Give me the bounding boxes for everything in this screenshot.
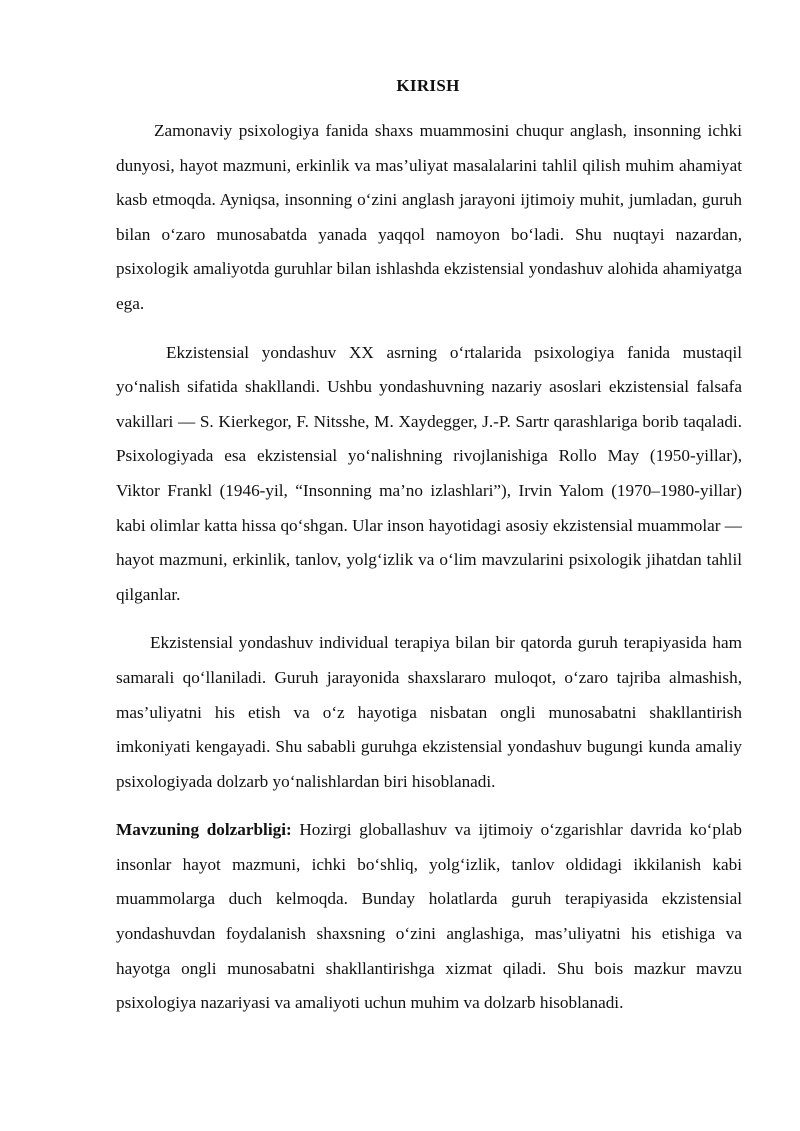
- paragraph-group-therapy: Ekzistensial yondashuv individual terapiya bilan bir qatorda guruh terapiyasida ham samarali qo‘llaniladi. Guruh jarayonida shaxslararo muloqot, o‘zaro tajriba almashish, mas’uliyatni his etish va o‘z hayotiga nisbatan ongli munosabatni shakllantirish imkoniyati kengayadi. Shu sababli guruhga ekzistensial yondashuv bugungi kunda amaliy psixologiyada dolzarb yo‘nalishlardan biri hisoblanadi.: [116, 633, 742, 791]
- paragraph-history: Ekzistensial yondashuv XX asrning o‘rtalarida psixologiya fanida mustaqil yo‘nalish sifatida shakllandi. Ushbu yondashuvning nazariy asoslari ekzistensial falsafa vakillari — S. Kierkegor, F. Nitsshe, M. Xaydegger, J.-P. Sartr qarashlariga borib taqaladi. Psixologiyada esa ekzistensial yo‘nalishning rivojlanishiga Rollo May (1950-yillar), Viktor Frankl (1946-yil, “Insonning ma’no izlashlari”), Irvin Yalom (1970–1980-yillar) kabi olimlar katta hissa qo‘shgan. Ular inson hayotidagi asosiy ekzistensial muammolar — hayot mazmuni, erkinlik, tanlov, yolg‘izlik va o‘lim mavzularini psixologik jihatdan tahlil qilganlar.: [116, 342, 742, 604]
- paragraph-introduction: Zamonaviy psixologiya fanida shaxs muammosini chuqur anglash, insonning ichki dunyosi, hayot mazmuni, erkinlik va mas’uliyat masalalarini tahlil qilish muhim ahamiyat kasb etmoqda. Ayniqsa, insonning o‘zini anglash jarayoni ijtimoiy muhit, jumladan, guruh bilan o‘zaro munosabatda yanada yaqqol namoyon bo‘ladi. Shu nuqtayi nazardan, psixologik amaliyotda guruhlar bilan ishlashda ekzistensial yondashuv alohida ahamiyatga ega.: [116, 121, 742, 313]
- page-title: KIRISH: [396, 76, 460, 95]
- paragraph-relevance: [116, 813, 742, 1021]
- document-body: [116, 114, 742, 1035]
- relevance-text: Hozirgi globallashuv va ijtimoiy o‘zgarishlar davrida ko‘plab insonlar hayot mazmuni, ichki bo‘shliq, yolg‘izlik, tanlov oldidagi ikkilanish kabi muammolarga duch kelmoqda. Bunday holatlarda guruh terapiyasida ekzistensial yondashuvdan foydalanish shaxsning o‘zini anglashiga, mas’uliyatni his etishiga va hayotga ongli munosabatni shakllantirishga xizmat qiladi. Shu bois mazkur mavzu psixologiya nazariyasi va amaliyoti uchun muhim va dolzarb hisoblanadi.: [116, 820, 742, 1013]
- relevance-label: Mavzuning dolzarbligi:: [116, 820, 292, 840]
